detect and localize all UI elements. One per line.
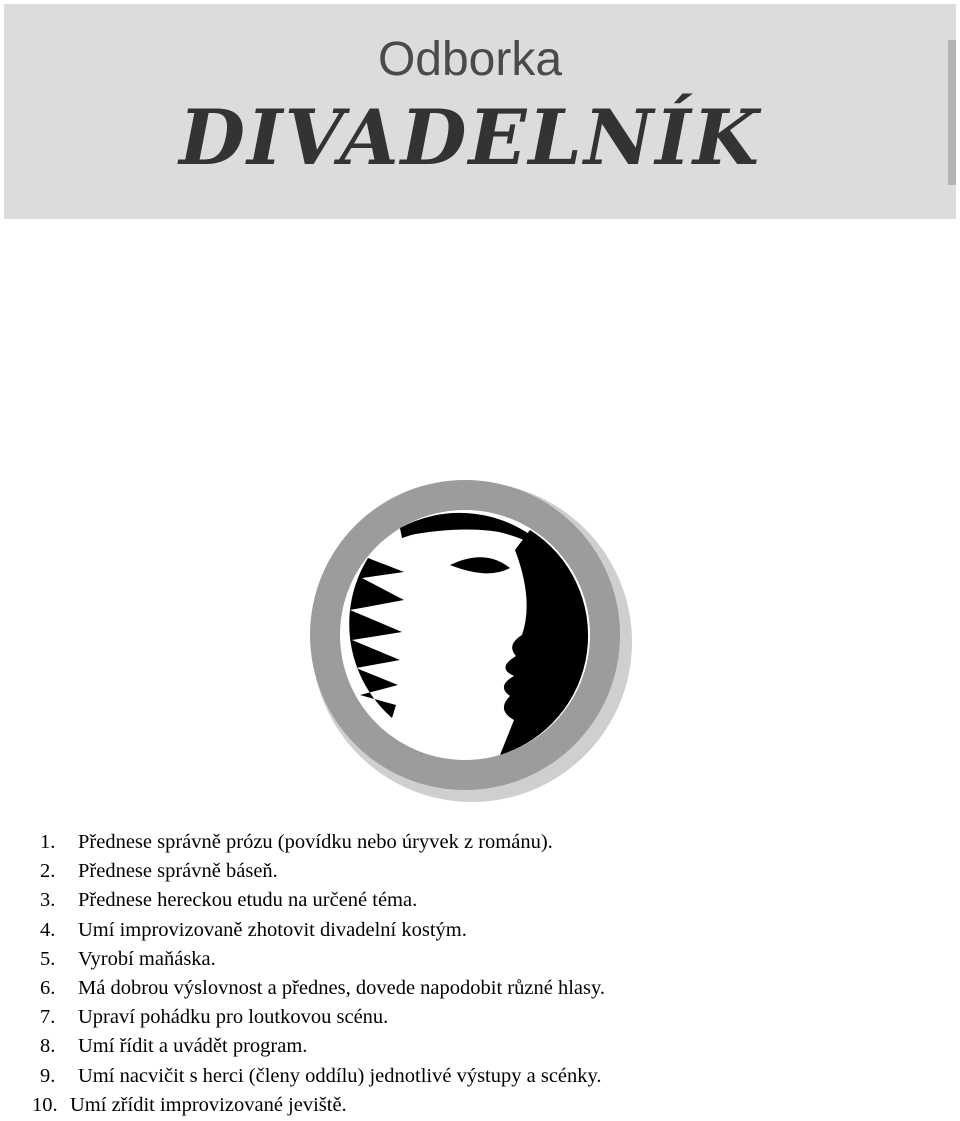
- page-title: DIVADELNÍK: [179, 93, 761, 182]
- task-number: 2.: [40, 860, 56, 883]
- task-list: [32, 828, 606, 1120]
- task-text: Umí zřídit improvizované jeviště.: [70, 1093, 347, 1116]
- task-item: [40, 1003, 605, 1032]
- task-text: Umí improvizovaně zhotovit divadelní kostým.: [78, 918, 467, 941]
- task-item: [40, 1032, 605, 1061]
- task-item: [32, 1091, 605, 1120]
- task-number: 5.: [40, 947, 56, 970]
- header-edge: [948, 40, 956, 185]
- task-text: Upraví pohádku pro loutkovou scénu.: [78, 1006, 389, 1029]
- task-item: [40, 945, 605, 974]
- theatre-mask-emblem-icon: [300, 470, 640, 810]
- task-item: [40, 1062, 605, 1091]
- task-text: Má dobrou výslovnost a přednes, dovede napodobit různé hlasy.: [78, 977, 606, 1000]
- task-number: 4.: [40, 918, 56, 941]
- task-text: Vyrobí maňáska.: [78, 947, 216, 970]
- task-number: 9.: [40, 1064, 56, 1087]
- task-number: 6.: [40, 977, 56, 1000]
- task-number: 8.: [40, 1035, 56, 1058]
- task-text: Umí nacvičit s herci (členy oddílu) jednotlivé výstupy a scénky.: [78, 1064, 602, 1087]
- task-item: [40, 974, 605, 1003]
- task-number: 10.: [32, 1093, 58, 1116]
- task-item: [40, 828, 605, 857]
- task-number: 1.: [40, 831, 56, 853]
- task-item: [40, 916, 605, 945]
- page-subtitle: Odborka: [377, 33, 563, 86]
- task-number: 7.: [40, 1006, 56, 1029]
- task-item: [40, 886, 605, 915]
- task-text: Přednese správně báseň.: [78, 860, 278, 883]
- task-number: 3.: [40, 889, 56, 912]
- task-item: [40, 857, 605, 886]
- task-text: Umí řídit a uvádět program.: [78, 1035, 308, 1058]
- task-text: Přednese hereckou etudu na určené téma.: [78, 889, 418, 912]
- task-text: Přednese správně prózu (povídku nebo úryvek z románu).: [78, 831, 553, 853]
